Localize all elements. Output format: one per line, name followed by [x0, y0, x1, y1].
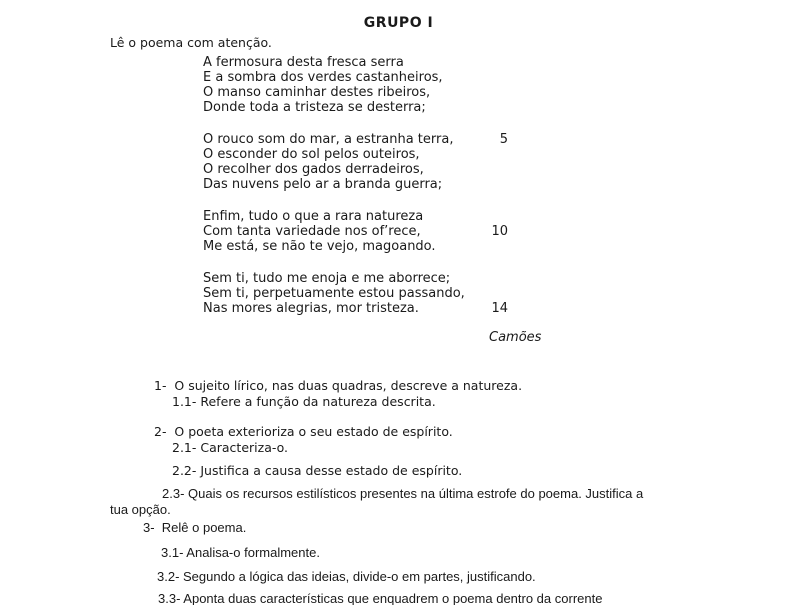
question-3-2: 3.2- Segundo a lógica das ideias, divide-o em partes, justificando. — [157, 569, 536, 584]
question-1-1: 1.1- Refere a função da natureza descrita. — [172, 394, 436, 409]
question-3: 3- Relê o poema. — [143, 520, 247, 535]
poem-line-text: E a sombra dos verdes castanheiros, — [203, 70, 443, 85]
poem-stanza-4 — [203, 271, 508, 316]
question-2-1: 2.1- Caracteriza-o. — [172, 440, 288, 455]
poem-line — [203, 132, 508, 147]
question-2: 2- O poeta exterioriza o seu estado de espírito. — [154, 424, 453, 439]
poem-line — [203, 301, 508, 316]
poem-line-text: Sem ti, perpetuamente estou passando, — [203, 286, 465, 301]
poem-line-text: O manso caminhar destes ribeiros, — [203, 85, 431, 100]
poem-line — [203, 286, 465, 301]
poem-stanza-1 — [203, 55, 465, 115]
poem-line — [203, 162, 465, 177]
poem-line — [203, 177, 465, 192]
poem-line-text: Sem ti, tudo me enoja e me aborrece; — [203, 271, 451, 286]
poem — [203, 55, 508, 333]
poem-stanza-2 — [203, 132, 508, 192]
page-title: GRUPO I — [363, 15, 434, 31]
poem-line — [203, 147, 465, 162]
poem-line — [203, 271, 465, 286]
poem-line — [203, 239, 465, 254]
poem-line-text: Das nuvens pelo ar a branda guerra; — [203, 177, 443, 192]
poem-line-text: Com tanta variedade nos of’rece, — [203, 224, 421, 239]
poem-line-text: Me está, se não te vejo, magoando. — [203, 239, 436, 254]
poem-line-text: Donde toda a tristeza se desterra; — [203, 100, 426, 115]
poem-line — [203, 224, 508, 239]
question-3-3: 3.3- Aponta duas características que enquadrem o poema dentro da corrente — [158, 591, 603, 605]
verse-number: 5 — [499, 132, 508, 147]
question-2-3-line1: 2.3- Quais os recursos estilísticos presentes na última estrofe do poema. Justifica a — [162, 486, 644, 501]
question-2-3-line2: tua opção. — [110, 502, 171, 517]
poem-line — [203, 209, 465, 224]
poem-line-text: A fermosura desta fresca serra — [203, 55, 404, 70]
question-3-1: 3.1- Analisa-o formalmente. — [161, 545, 320, 560]
poem-author: Camões — [489, 330, 542, 345]
poem-line-text: Enfim, tudo o que a rara natureza — [203, 209, 424, 224]
poem-line-text: O recolher dos gados derradeiros, — [203, 162, 424, 177]
poem-line — [203, 55, 465, 70]
verse-number: 14 — [491, 301, 508, 316]
poem-line-text: Nas mores alegrias, mor tristeza. — [203, 301, 419, 316]
poem-line — [203, 70, 465, 85]
poem-line-text: O rouco som do mar, a estranha terra, — [203, 132, 454, 147]
poem-line — [203, 100, 465, 115]
question-2-2: 2.2- Justifica a causa desse estado de espírito. — [172, 463, 463, 478]
poem-stanza-3 — [203, 209, 508, 254]
question-1: 1- O sujeito lírico, nas duas quadras, descreve a natureza. — [154, 378, 523, 393]
poem-line-text: O esconder do sol pelos outeiros, — [203, 147, 420, 162]
verse-number: 10 — [491, 224, 508, 239]
poem-line — [203, 85, 465, 100]
instruction-text: Lê o poema com atenção. — [110, 35, 272, 50]
